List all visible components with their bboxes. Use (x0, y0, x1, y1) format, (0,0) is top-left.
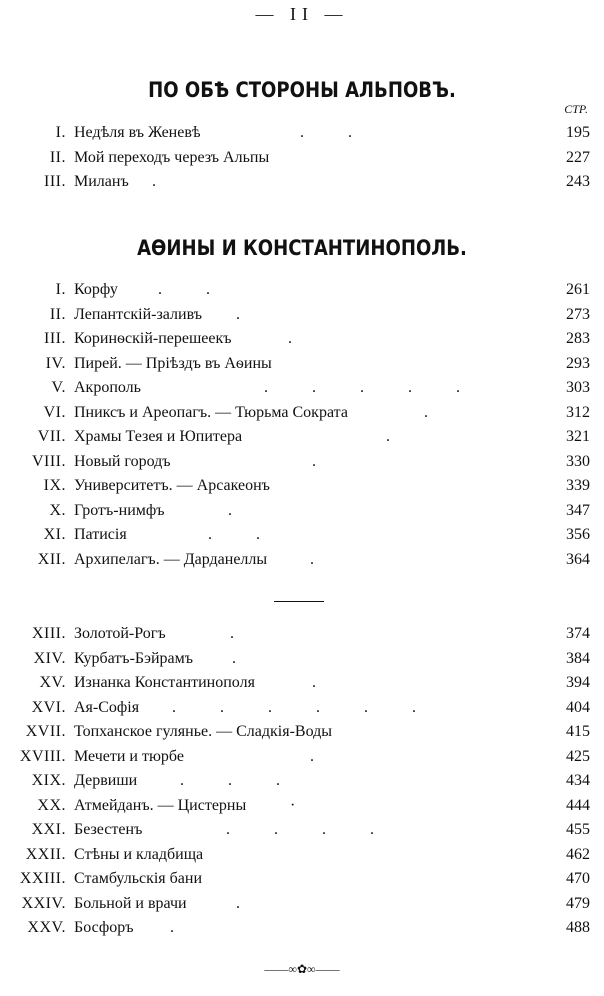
dot-leader: . . (300, 124, 372, 141)
chapter-title: Храмы Тезея и Юпитера (74, 428, 243, 445)
page-ref: 425 (566, 747, 590, 765)
dot-leader: . (424, 403, 448, 421)
chapter-number: III. (44, 173, 66, 190)
chapter-title: Безестенъ (74, 821, 143, 838)
dot-leader: . (152, 173, 176, 190)
dot-leader: . (236, 894, 260, 912)
chapter-title: Мечети и тюрбе (74, 747, 184, 765)
chapter-number: III. (44, 330, 66, 347)
dot-leader: . . (158, 281, 230, 298)
chapter-number: XII. (37, 550, 66, 568)
chapter-number: VII. (37, 428, 66, 445)
toc-entry (0, 696, 604, 721)
chapter-title: Лепантскій-заливъ (74, 305, 203, 323)
chapter-title: Акрополь (74, 379, 141, 396)
toc-entry (0, 121, 604, 146)
section-divider (274, 601, 324, 602)
dot-leader: . (312, 452, 336, 470)
chapter-title: Курбатъ-Бэйрамъ (74, 649, 194, 667)
dot-leader: . (228, 501, 252, 519)
toc-entry (0, 769, 604, 794)
ornament: ——∞✿∞—— (264, 962, 340, 976)
page-ref: 488 (566, 919, 590, 936)
chapter-number: V. (51, 379, 66, 396)
page-ref: 384 (566, 649, 590, 667)
chapter-number: I. (55, 281, 66, 298)
chapter-title: Корфу (74, 281, 118, 298)
toc-entry (0, 843, 604, 868)
chapter-number: XXI. (31, 821, 66, 838)
page-ref: 312 (566, 403, 590, 421)
chapter-number: VI. (43, 403, 66, 421)
dot-leader: . . (208, 526, 280, 543)
toc-entry (0, 548, 604, 573)
chapter-number: XXV. (27, 919, 66, 936)
dot-leader: . . . . . . (172, 698, 436, 716)
toc-entry (0, 523, 604, 548)
page-ref: 330 (566, 452, 590, 470)
toc-entry (0, 401, 604, 426)
dot-leader: . (288, 330, 312, 347)
page-number: — II — (255, 4, 349, 24)
toc-entry (0, 170, 604, 195)
chapter-title: Новый городъ (74, 452, 171, 470)
chapter-number: XXII. (25, 845, 66, 863)
dot-leader: . (312, 674, 336, 691)
chapter-title: Гротъ-нимфъ (74, 501, 165, 519)
page-ref: 303 (566, 379, 590, 396)
page-ref: 261 (566, 281, 590, 298)
toc-entry (0, 867, 604, 892)
dot-leader: · (290, 796, 316, 814)
toc-entry (0, 278, 604, 303)
page-ref: 455 (566, 821, 590, 838)
page-ref: 415 (566, 723, 590, 740)
toc-entry (0, 376, 604, 401)
dot-leader: . (310, 550, 334, 568)
page-ref: 356 (566, 526, 590, 543)
chapter-number: XVI. (31, 698, 66, 716)
chapter-title: Архипелагъ. — Дарданеллы (74, 550, 268, 568)
chapter-title: Больной и врачи (74, 894, 187, 912)
chapter-number: XIII. (31, 625, 66, 642)
toc-entry (0, 720, 604, 745)
chapter-number: XVIII. (19, 747, 66, 765)
toc-entry (0, 352, 604, 377)
chapter-title: Атмейданъ. — Цистерны (74, 796, 247, 814)
toc-entry (0, 647, 604, 672)
page-ref: 374 (566, 625, 590, 642)
page-ref: 347 (566, 501, 590, 519)
toc-entry (0, 499, 604, 524)
page-ref: 321 (566, 428, 590, 445)
page-ref: 339 (566, 477, 590, 494)
page-ref: 195 (566, 124, 590, 141)
toc-entry (0, 450, 604, 475)
chapter-number: X. (49, 501, 66, 519)
chapter-title: Дервиши (74, 772, 138, 789)
page-ref: 479 (566, 894, 590, 912)
toc-entry (0, 892, 604, 917)
page-ref: 444 (566, 796, 590, 814)
toc-section-constantinople (0, 622, 604, 941)
page-ref: 404 (566, 698, 590, 716)
page-ref: 470 (566, 870, 590, 887)
dot-leader: . (386, 428, 410, 445)
chapter-title: Мой переходъ черезъ Альпы (74, 148, 270, 166)
chapter-title: Изнанка Константинополя (74, 674, 255, 691)
toc-entry (0, 303, 604, 328)
toc-section-alps (0, 121, 604, 195)
chapter-title: Патисія (74, 526, 127, 543)
page-ref: 434 (566, 772, 590, 789)
chapter-title: Пниксъ и Ареопагъ. — Тюрьма Сократа (74, 403, 348, 421)
chapter-title: Босфоръ (74, 919, 134, 936)
toc-entry (0, 425, 604, 450)
page-ref: 227 (566, 148, 590, 166)
toc-entry (0, 327, 604, 352)
dot-leader: . . . . (226, 821, 394, 838)
chapter-title: Стамбульскія бани (74, 870, 203, 887)
page-ref: 293 (566, 354, 590, 372)
dot-leader: . (310, 747, 334, 765)
toc-section-athens (0, 278, 604, 572)
page-ref: 462 (566, 845, 590, 863)
chapter-number: XIX. (31, 772, 66, 789)
chapter-number: XV. (39, 674, 66, 691)
chapter-title: Университетъ. — Арсакеонъ (74, 477, 270, 494)
chapter-number: II. (49, 148, 66, 166)
toc-entry (0, 146, 604, 171)
chapter-number: XXIV. (21, 894, 66, 912)
page-ref: 283 (566, 330, 590, 347)
chapter-number: VIII. (31, 452, 66, 470)
toc-entry (0, 794, 604, 819)
chapter-number: I. (55, 124, 66, 141)
dot-leader: . (170, 919, 194, 936)
dot-leader: . (236, 305, 260, 323)
chapter-title: Топханское гулянье. — Сладкія-Воды (74, 723, 333, 740)
dot-leader: . (232, 649, 256, 667)
toc-entry (0, 671, 604, 696)
toc-entry (0, 474, 604, 499)
section-heading-alps: ПО ОБѢ СТОРОНЫ АЛЬПОВЪ. (148, 78, 456, 102)
page-ref: 364 (566, 550, 590, 568)
dot-leader: . (230, 625, 254, 642)
chapter-number: XXIII. (19, 870, 66, 887)
chapter-title: Пирей. — Пріѣздъ въ Аѳины (74, 354, 272, 372)
chapter-number: XX. (37, 796, 66, 814)
section-heading-athens: АѲИНЫ И КОНСТАНТИНОПОЛЬ. (137, 236, 467, 260)
toc-entry (0, 916, 604, 941)
toc-entry (0, 622, 604, 647)
chapter-number: XIV. (33, 649, 66, 667)
chapter-number: XI. (43, 526, 66, 543)
chapter-title: Золотой-Рогъ (74, 625, 166, 642)
chapter-number: IV. (45, 354, 66, 372)
page-column-label: СТР. (564, 102, 588, 116)
chapter-number: II. (49, 305, 66, 323)
toc-entry (0, 818, 604, 843)
dot-leader: . . . . . (264, 379, 480, 396)
toc-entry (0, 745, 604, 770)
chapter-number: IX. (43, 477, 66, 494)
chapter-number: XVII. (25, 723, 66, 740)
chapter-title: Стѣны и кладбища (74, 845, 204, 863)
chapter-title: Ая-Софія (74, 698, 140, 716)
dot-leader: . . . (180, 772, 300, 789)
chapter-title: Миланъ (74, 173, 129, 190)
chapter-title: Коринѳскій-перешеекъ (74, 330, 232, 347)
chapter-title: Недѣля въ Женевѣ (74, 124, 201, 141)
page-ref: 394 (566, 674, 590, 691)
page-ref: 243 (566, 173, 590, 190)
page-ref: 273 (566, 305, 590, 323)
